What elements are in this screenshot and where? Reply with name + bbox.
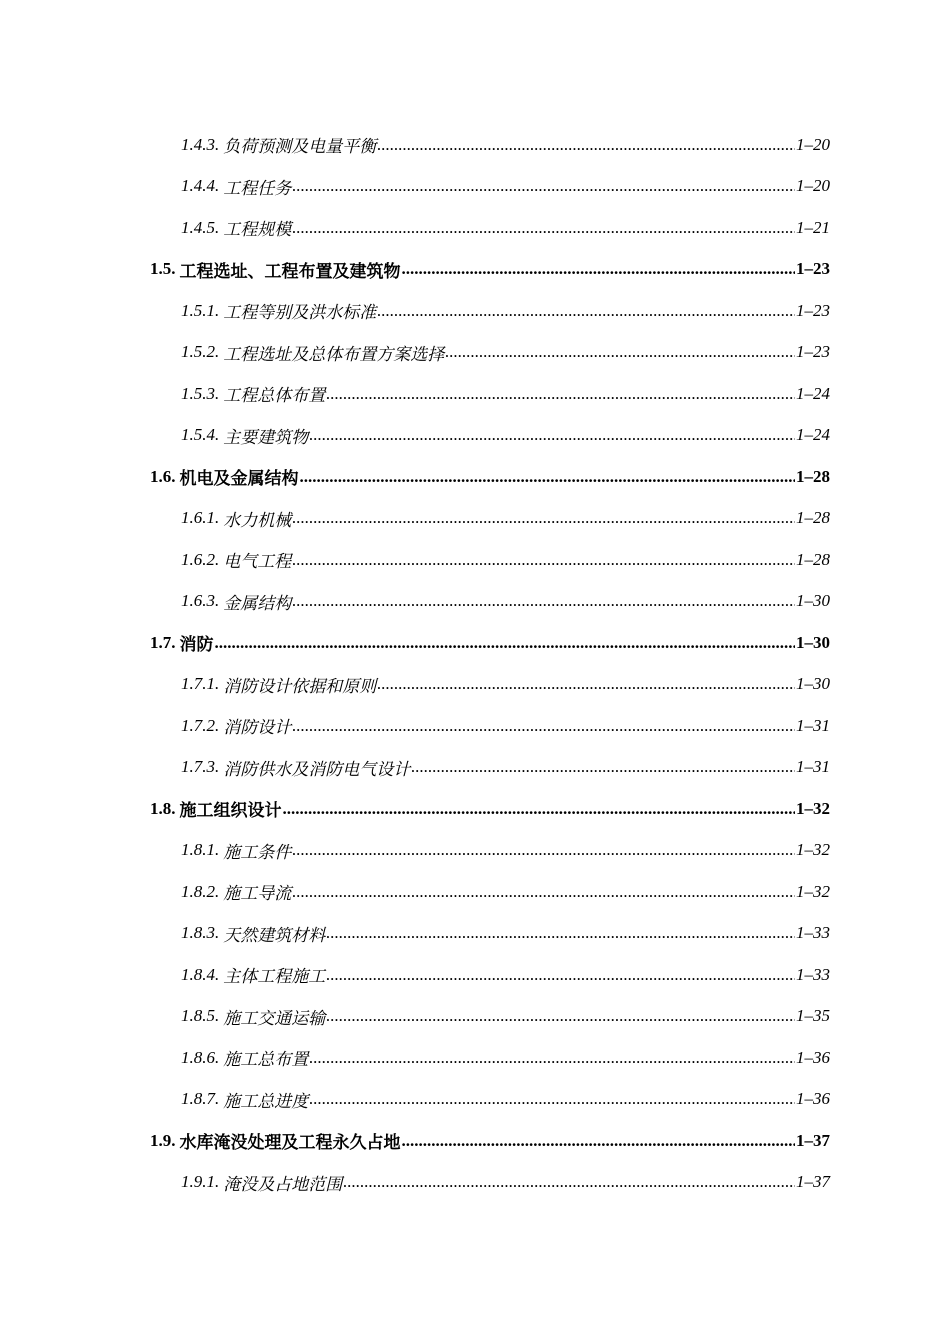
toc-entry-page-number: 1–20 [796, 134, 830, 154]
toc-entry-number: 1.7.1. [181, 674, 220, 694]
toc-entry-page-number: 1–31 [796, 715, 830, 735]
toc-entry-number: 1.5.4. [181, 425, 220, 445]
toc-subsection-link[interactable] [0, 664, 830, 706]
toc-entry-page-number: 1–23 [796, 300, 830, 320]
toc-dot-leader [326, 923, 795, 943]
toc-dot-leader [215, 633, 796, 653]
toc-section-link[interactable] [0, 622, 830, 664]
toc-entry-number: 1.4.3. [181, 134, 220, 154]
toc-subsection-link[interactable] [0, 581, 830, 623]
toc-entry-title: 消防 [179, 635, 214, 655]
toc-dot-leader [292, 840, 795, 860]
toc-entry-page-number: 1–36 [796, 1047, 830, 1067]
toc-subsection-link[interactable] [0, 996, 830, 1038]
toc-entry-page-number: 1–24 [796, 383, 830, 403]
toc-entry-page-number: 1–36 [796, 1089, 830, 1109]
toc-entry-title: 电气工程 [223, 552, 292, 572]
toc-entry-page-number: 1–28 [796, 508, 830, 528]
toc-entry-number: 1.5. [150, 259, 176, 279]
toc-entry-page-number: 1–28 [796, 466, 830, 486]
toc-dot-leader [309, 1048, 795, 1068]
toc-entry-title: 消防设计 [223, 718, 292, 738]
toc-entry-title: 负荷预测及电量平衡 [223, 137, 377, 157]
toc-entry-title: 工程任务 [223, 178, 292, 198]
toc-entry-title: 工程等别及洪水标准 [223, 303, 377, 323]
toc-section-link[interactable] [0, 788, 830, 830]
toc-section-link[interactable] [0, 456, 830, 498]
toc-dot-leader [292, 550, 795, 570]
toc-dot-leader [377, 674, 795, 694]
toc-entry-number: 1.8.5. [181, 1006, 220, 1026]
toc-entry-number: 1.7.2. [181, 715, 220, 735]
toc-entry-number: 1.8. [150, 798, 176, 818]
toc-dot-leader [377, 301, 795, 321]
toc-subsection-link[interactable] [0, 913, 830, 955]
toc-entry-number: 1.8.7. [181, 1089, 220, 1109]
toc-dot-leader [402, 1131, 796, 1151]
toc-entry-number: 1.4.4. [181, 176, 220, 196]
toc-dot-leader [309, 1089, 795, 1109]
toc-dot-leader [402, 259, 796, 279]
toc-entry-number: 1.8.2. [181, 881, 220, 901]
toc-entry-page-number: 1–23 [796, 259, 830, 279]
toc-entry-title: 施工交通运输 [223, 1008, 326, 1028]
toc-entry-number: 1.7. [150, 632, 176, 652]
toc-entry-page-number: 1–32 [796, 798, 830, 818]
toc-section-link[interactable] [0, 1120, 830, 1162]
toc-dot-leader [292, 508, 795, 528]
toc-subsection-link[interactable] [0, 954, 830, 996]
toc-subsection-link[interactable] [0, 1079, 830, 1121]
toc-entry-number: 1.4.5. [181, 217, 220, 237]
toc-entry-number: 1.6.3. [181, 591, 220, 611]
toc-entry-title: 主体工程施工 [223, 967, 326, 987]
toc-dot-leader [309, 425, 795, 445]
toc-dot-leader [411, 757, 795, 777]
toc-entry-title: 消防设计依据和原则 [223, 676, 377, 696]
toc-dot-leader [292, 882, 795, 902]
toc-entry-page-number: 1–31 [796, 757, 830, 777]
toc-entry-page-number: 1–37 [796, 1172, 830, 1192]
toc-entry-number: 1.9. [150, 1130, 176, 1150]
toc-subsection-link[interactable] [0, 1037, 830, 1079]
toc-dot-leader [292, 218, 795, 238]
toc-subsection-link[interactable] [0, 207, 830, 249]
toc-subsection-link[interactable] [0, 498, 830, 540]
toc-entry-page-number: 1–21 [796, 217, 830, 237]
toc-entry-title: 施工总进度 [223, 1091, 309, 1111]
toc-entry-number: 1.8.3. [181, 923, 220, 943]
toc-entry-page-number: 1–20 [796, 176, 830, 196]
toc-entry-page-number: 1–30 [796, 632, 830, 652]
toc-entry-page-number: 1–23 [796, 342, 830, 362]
toc-subsection-link[interactable] [0, 415, 830, 457]
toc-dot-leader [292, 176, 795, 196]
toc-entry-number: 1.6.1. [181, 508, 220, 528]
toc-subsection-link[interactable] [0, 747, 830, 789]
toc-entry-title: 工程总体布置 [223, 386, 326, 406]
toc-entry-number: 1.5.3. [181, 383, 220, 403]
toc-subsection-link[interactable] [0, 166, 830, 208]
toc-entry-number: 1.9.1. [181, 1172, 220, 1192]
toc-entry-title: 天然建筑材料 [223, 925, 326, 945]
toc-entry-title: 水库淹没处理及工程永久占地 [179, 1133, 401, 1153]
toc-entry-page-number: 1–30 [796, 674, 830, 694]
toc-subsection-link[interactable] [0, 1162, 830, 1204]
toc-entry-number: 1.5.2. [181, 342, 220, 362]
toc-subsection-link[interactable] [0, 830, 830, 872]
toc-entry-number: 1.6.2. [181, 549, 220, 569]
toc-entry-number: 1.8.6. [181, 1047, 220, 1067]
toc-entry-title: 施工组织设计 [179, 801, 282, 821]
toc-entry-number: 1.8.1. [181, 840, 220, 860]
toc-subsection-link[interactable] [0, 124, 830, 166]
toc-entry-title: 消防供水及消防电气设计 [223, 759, 411, 779]
toc-entry-title: 施工条件 [223, 842, 292, 862]
toc-entry-title: 施工总布置 [223, 1050, 309, 1070]
toc-entry-page-number: 1–37 [796, 1130, 830, 1150]
toc-entry-title: 主要建筑物 [223, 427, 309, 447]
toc-entry-title: 水力机械 [223, 510, 292, 530]
toc-entry-number: 1.6. [150, 466, 176, 486]
toc-section-link[interactable] [0, 249, 830, 291]
toc-entry-number: 1.7.3. [181, 757, 220, 777]
toc-entry-page-number: 1–24 [796, 425, 830, 445]
toc-subsection-link[interactable] [0, 332, 830, 374]
toc-entry-number: 1.8.4. [181, 964, 220, 984]
toc-subsection-link[interactable] [0, 871, 830, 913]
toc-dot-leader [326, 1006, 795, 1026]
toc-entry-title: 工程规模 [223, 220, 292, 240]
toc-entry-title: 金属结构 [223, 593, 292, 613]
toc-entry-number: 1.5.1. [181, 300, 220, 320]
toc-dot-leader [283, 799, 796, 819]
toc-entry-page-number: 1–30 [796, 591, 830, 611]
toc-entry-title: 机电及金属结构 [179, 469, 299, 489]
toc-dot-leader [326, 965, 795, 985]
toc-entry-title: 施工导流 [223, 884, 292, 904]
toc-entry-page-number: 1–35 [796, 1006, 830, 1026]
table-of-contents [0, 124, 950, 1203]
toc-entry-page-number: 1–32 [796, 881, 830, 901]
toc-entry-title: 淹没及占地范围 [223, 1174, 343, 1194]
toc-entry-title: 工程选址、工程布置及建筑物 [179, 261, 401, 281]
toc-dot-leader [445, 342, 795, 362]
toc-subsection-link[interactable] [0, 373, 830, 415]
toc-dot-leader [292, 716, 795, 736]
toc-dot-leader [300, 467, 796, 487]
toc-entry-page-number: 1–32 [796, 840, 830, 860]
toc-entry-page-number: 1–33 [796, 923, 830, 943]
toc-dot-leader [377, 135, 795, 155]
toc-dot-leader [292, 591, 795, 611]
toc-dot-leader [326, 384, 795, 404]
toc-subsection-link[interactable] [0, 290, 830, 332]
toc-dot-leader [343, 1172, 795, 1192]
toc-subsection-link[interactable] [0, 539, 830, 581]
toc-subsection-link[interactable] [0, 705, 830, 747]
toc-entry-page-number: 1–33 [796, 964, 830, 984]
toc-entry-title: 工程选址及总体布置方案选择 [223, 344, 445, 364]
toc-entry-page-number: 1–28 [796, 549, 830, 569]
